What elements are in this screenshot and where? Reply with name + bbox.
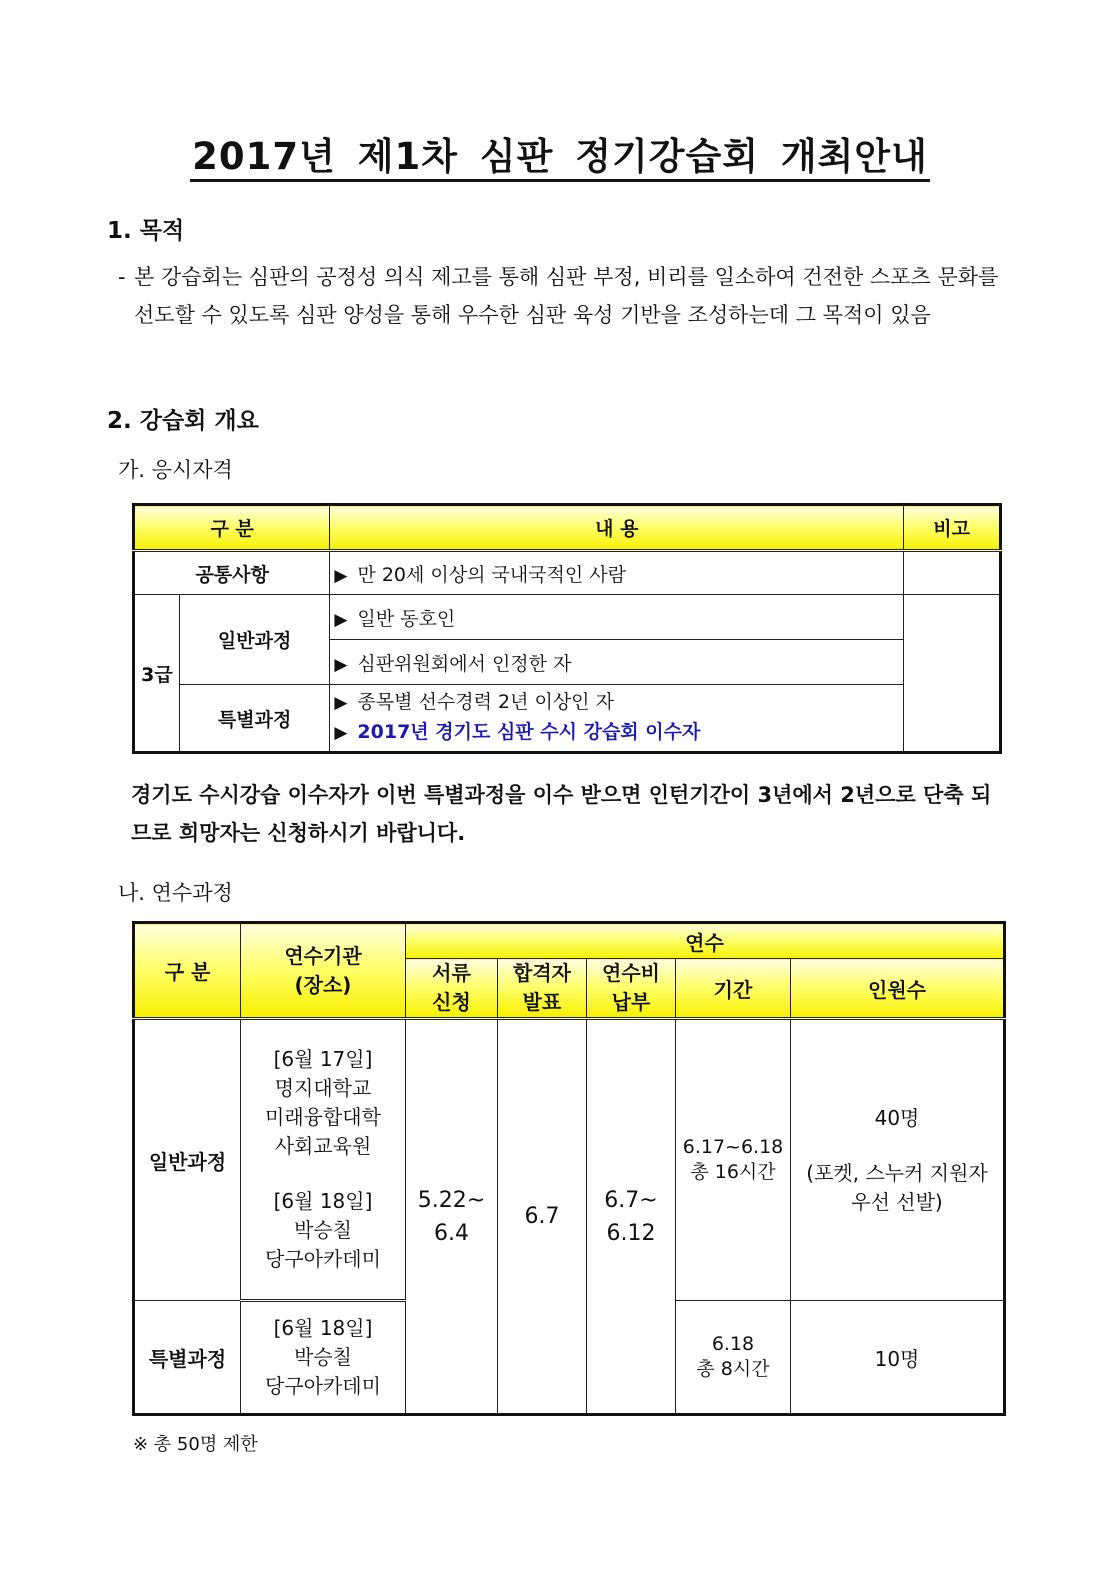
special-items [330,685,904,753]
general-item [330,595,904,640]
place-line: 명지대학교 [274,1076,372,1100]
common-item-text: 만 20세 이상의 국내국적인 사람 [357,563,627,586]
count-line: 우선 선발) [851,1189,943,1214]
sub-heading-eligibility: 가. 응시자격 [118,458,233,482]
purpose-text: 본 강습회는 심판의 공정성 의식 제고를 통해 심판 부정, 비리를 일소하여 건전한 스포츠 문화를 선도할 수 있도록 심판 양성을 통해 우수한 심판 육성 기반을 조성하는데 그 목적이 있음 [134,265,999,327]
header-announcement-line: 합격자 [513,961,571,985]
place-line: 당구아카데미 [265,1374,381,1398]
place-line: [6월 18일] [273,1316,373,1340]
general-item-text: 심판위원회에서 인정한 자 [357,652,572,675]
fee-period [587,1019,676,1415]
header-remark: 비고 [904,505,1001,551]
header-division: 구 분 [134,505,330,551]
period-line: 6.17~6.18 [682,1136,784,1158]
announcement-date: 6.7 [498,1019,587,1415]
header-period: 기간 [676,959,791,1019]
place-line: [6월 18일] [273,1189,373,1213]
special-item-text: 종목별 선수경력 2년 이상인 자 [357,691,614,713]
application-line: 6.4 [434,1220,469,1246]
header-application-line: 서류 [432,961,471,985]
purpose-paragraph [118,258,1018,334]
header-fee-line: 연수비 [602,961,660,985]
application-line: 5.22~ [417,1187,486,1213]
page-title: 2017년 제1차 심판 정기강습회 개최안내 [0,126,1120,180]
header-announcement-line: 발표 [522,990,562,1014]
general-course-label: 일반과정 [134,1019,241,1301]
notice-text: 경기도 수시강습 이수자가 이번 특별과정을 이수 받으면 인턴기간이 3년에서 2년으로 단축 되므로 희망자는 신청하시기 바랍니다. [131,783,992,845]
header-division: 구 분 [134,923,241,1019]
grade-label: 3급 [134,595,180,753]
fee-line: 6.7~ [604,1187,658,1213]
general-item-text: 일반 동호인 [357,607,456,630]
header-count: 인원수 [791,959,1005,1019]
count-line: (포켓, 스누커 지원자 [806,1160,988,1185]
special-period [676,1301,791,1415]
header-announcement [498,959,587,1019]
triangle-bullet-icon: ▶ [334,723,348,743]
place-line: 미래융합대학 [265,1105,381,1129]
special-course-label: 특별과정 [134,1301,241,1415]
triangle-bullet-icon: ▶ [334,565,348,586]
triangle-bullet-icon: ▶ [334,693,348,713]
general-count [791,1019,1005,1301]
place-line: 박승칠 [294,1345,352,1369]
special-item-text-highlight: 2017년 경기도 심판 수시 강습회 이수자 [357,721,701,743]
period-line: 6.18 [711,1333,755,1355]
count-line: 40명 [874,1105,920,1130]
common-item [330,551,904,595]
section-2-heading: 2. 강습회 개요 [107,408,259,434]
grade-remark [904,595,1001,753]
header-application-line: 신청 [432,990,471,1014]
header-fee-line: 납부 [611,990,651,1014]
place-line: 박승칠 [294,1218,352,1242]
course-table [132,921,1006,1416]
triangle-bullet-icon: ▶ [334,609,348,630]
application-period [406,1019,498,1415]
section-1-heading: 1. 목적 [107,218,185,244]
header-training: 연수 [406,923,1005,959]
general-label: 일반과정 [179,595,329,685]
triangle-bullet-icon: ▶ [334,654,348,675]
fee-line: 6.12 [606,1220,656,1246]
special-label: 특별과정 [179,685,329,753]
header-application [406,959,498,1019]
common-remark [904,551,1001,595]
period-line: 총 8시간 [696,1358,770,1380]
general-place [241,1019,406,1301]
place-line: 사회교육원 [274,1134,372,1158]
header-fee [587,959,676,1019]
eligibility-table [132,503,1002,754]
footnote: ※ 총 50명 제한 [133,1434,258,1455]
place-line: 당구아카데미 [265,1247,381,1271]
header-institution-line: (장소) [294,972,352,997]
header-content: 내 용 [330,505,904,551]
common-label: 공통사항 [134,551,330,595]
sub-heading-courses: 나. 연수과정 [118,881,233,905]
special-place [241,1301,406,1415]
general-period [676,1019,791,1301]
place-line: [6월 17일] [273,1047,373,1071]
special-count: 10명 [791,1301,1005,1415]
dash-marker: - [118,265,126,289]
general-item [330,640,904,685]
period-line: 총 16시간 [690,1161,776,1183]
header-institution [241,923,406,1019]
header-institution-line: 연수기관 [284,943,362,968]
